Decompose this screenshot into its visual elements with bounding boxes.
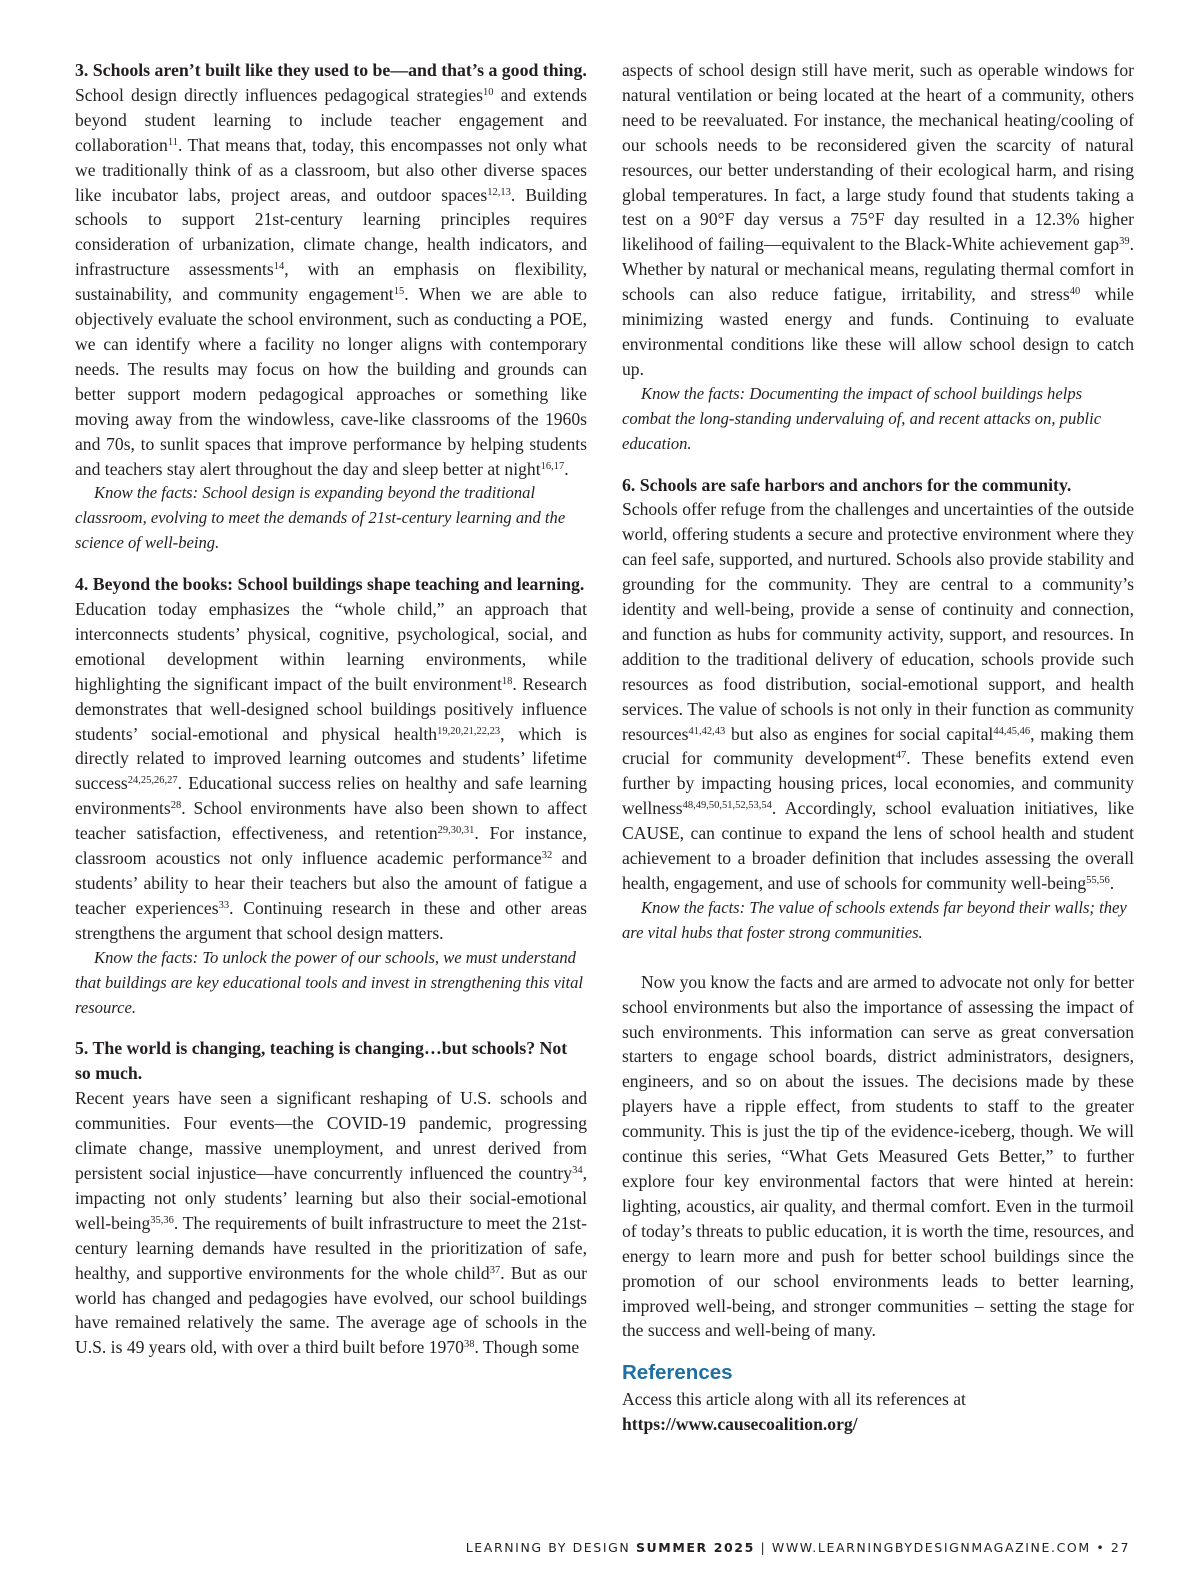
website-link[interactable]: WWW.LEARNINGBYDESIGNMAGAZINE.COM [771,1540,1091,1555]
section-6-facts: Know the facts: The value of schools extends far beyond their walls; they are vital hubs that foster strong communities. [622,897,1127,942]
section-3-heading: 3. Schools aren’t built like they used to be—and that’s a good thing. [75,60,587,80]
page-number: 27 [1110,1540,1130,1555]
section-5-heading: 5. The world is changing, teaching is changing…but schools? Not so much. [75,1038,568,1084]
section-5-facts: Know the facts: Documenting the impact of school buildings helps combat the long-standing undervaluing of, and recent attacks on, public education. [622,383,1102,453]
footer-separator: | [760,1540,767,1555]
spacer [75,1020,587,1036]
section-5-body-part1: Recent years have seen a significant reshaping of U.S. schools and communities. Four events—the COVID-19 pandemic, progressing climate change, massive unemployment, and unrest derived from persistent social injustice—have concurrently influenced the country$^{34}$, impacting not only students’ learning but also their social-emotional well-being$^{35,36}$. The requirements of built infrastructure to meet the 21st-century learning demands have resulted in the prioritization of safe, healthy, and supportive environments for the whole child$^{37}$. But as our world has changed and pedagogies have evolved, our school buildings have remained relatively the same. The average age of schools in the U.S. is 49 years old, with over a third built before 1970$^{38}$. Though some [75,1088,587,1358]
section-3-body: School design directly influences pedagogical strategies$^{10}$ and extends beyond student learning to include teacher engagement and collaboration$^{11}$. That means that, today, this encompasses not only what we traditionally think of as a classroom, but also other diverse spaces like incubator labs, project areas, and outdoor spaces$^{12,13}$. Building schools to support 21st-century learning principles requires consideration of urbanization, climate change, health indicators, and infrastructure assessments$^{14}$, with an emphasis on flexibility, sustainability, and community engagement$^{15}$. When we are able to objectively evaluate the school environment, such as conducting a POE, we can identify where a facility no longer aligns with contemporary needs. The results may focus on how the building and grounds can better support modern pedagogical approaches or something like moving away from the windowless, cave-like classrooms of the 1960s and 70s, to sunlit spaces that improve performance by helping students and teachers stay alert throughout the day and sleep better at night$^{16,17}$. [75,84,588,479]
references-heading: References [622,1361,733,1385]
magazine-name: LEARNING BY DESIGN [465,1540,631,1555]
section-4-facts: Know the facts: To unlock the power of our schools, we must understand that buildings are key educational tools and invest in strengthening this vital resource. [75,947,584,1017]
spacer [622,1343,1134,1359]
references-text: Access this article along with all its references at [622,1389,966,1410]
left-column [75,58,587,1360]
section-3-facts: Know the facts: School design is expanding beyond the traditional classroom, evolving to meet the demands of 21st-century learning and the science of well-being. [75,483,566,553]
section-5-body-part2: aspects of school design still have merit, such as operable windows for natural ventilation or being located at the heart of a community, others need to be reevaluated. For instance, the mechanical heating/cooling of our schools needs to be reconsidered given the scarcity of natural resources, our better understanding of their ecological harm, and rising global temperatures. In fact, a large study found that students taking a test on a 90°F day versus a 75°F day resulted in a 12.3% higher likelihood of failing—equivalent to the Black-White achievement gap$^{39}$. Whether by natural or mechanical means, regulating thermal comfort in schools can also reduce fatigue, irritability, and stress$^{40}$ while minimizing wasted energy and funds. Continuing to evaluate environmental conditions like these will allow school design to catch up. [622,60,1134,379]
section-6-body: Schools offer refuge from the challenges and uncertainties of the outside world, offering students a secure and protective environment where they can feel safe, supported, and nurtured. Schools also provide stability and grounding for the community. They are central to a community’s identity and well-being, provide a sense of continuity and connection, and function as hubs for community activity, support, and resources. In addition to the traditional delivery of education, schools provide such resources as food distribution, social-emotional support, and health services. The value of schools is not only in their function as community resources$^{41,42,43}$ but also as engines for social capital$^{44,45,46}$, making them crucial for community development$^{47}$. These benefits extend even further by impacting housing prices, local economies, and community wellness$^{48,49,50,51,52,53,54}$. Accordingly, school evaluation initiatives, like CAUSE, can continue to expand the lens of school health and student achievement to a broader definition that includes assessing the overall health, engagement, and use of schools for community well-being$^{55,56}$. [622,499,1134,893]
section-6-heading: 6. Schools are safe harbors and anchors for the community. [622,474,1072,495]
conclusion-paragraph: Now you know the facts and are armed to advocate not only for better school environments but also the importance of assessing the impact of such environments. This information can serve as great conversation starters to engage school boards, district administrators, designers, engineers, and so on about the issues. The decisions made by these players have a ripple effect, from students to staff to the greater community. This is just the tip of the evidence-iceberg, though. We will continue this series, “What Gets Measured Gets Better,” to further explore four key environmental factors that were hinted at herein: lighting, acoustics, air quality, and thermal comfort. Even in the turmoil of today’s threats to public education, it is worth the time, resources, and energy to learn more and push for better school buildings since the promotion of our school environments leads to better learning, improved well-being, and stronger communities – setting the stage for the success and well-being of many. [622,971,1134,1341]
page-footer [466,1540,1130,1555]
section-4-heading: 4. Beyond the books: School buildings shape teaching and learning. [75,574,585,595]
footer-bullet: • [1096,1540,1106,1555]
section-4-body: Education today emphasizes the “whole child,” an approach that interconnects students’ physical, cognitive, psychological, social, and emotional development within learning environments, while highlighting the significant impact of the built environment$^{18}$. Research demonstrates that well-designed school buildings positively influence students’ social-emotional and physical health$^{19,20,21,22,23}$, which is directly related to improved learning outcomes and students’ lifetime success$^{24,25,26,27}$. Educational success relies on healthy and safe learning environments$^{28}$. School environments have also been shown to affect teacher satisfaction, effectiveness, and retention$^{29,30,31}$. For instance, classroom acoustics not only influence academic performance$^{32}$ and students’ ability to hear their teachers but also the amount of fatigue a teacher experiences$^{33}$. Continuing research in these and other areas strengthens the argument that school design matters. [75,599,587,943]
spacer [622,457,1134,473]
spacer [75,556,587,572]
spacer [622,946,1134,970]
right-column [622,58,1134,1437]
issue-label: SUMMER 2025 [635,1540,755,1555]
references-link[interactable]: https://www.causecoalition.org/ [622,1414,858,1435]
